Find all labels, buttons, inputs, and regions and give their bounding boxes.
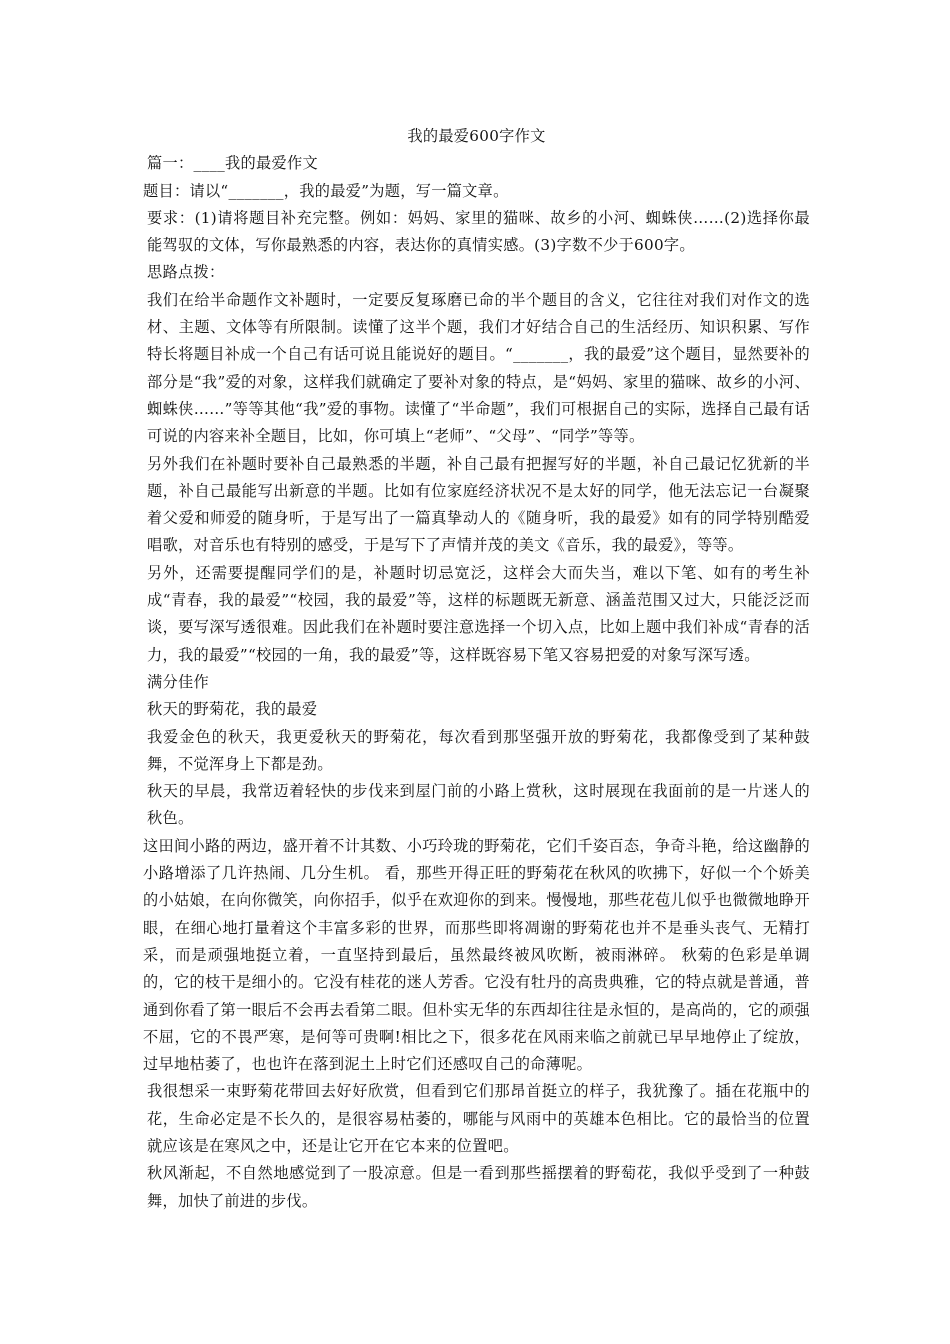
document-page	[143, 123, 810, 1215]
guidance-heading: 思路点拨：	[147, 263, 225, 282]
guidance-paragraph: 另外我们在补题时要补自己最熟悉的半题，补自己最有把握写好的半题，补自己最记忆犹新的半题，补自己最能写出新意的半题。比如有位家庭经济状况不是太好的同学，他无法忘记一台凝聚着父爱和师爱的随身听，于是写出了一篇真挚动人的《随身听，我的最爱》如有的同学特别酷爱唱歌，对音乐也有特别的感受，于是写下了声情并茂的美文《音乐，我的最爱》，等等。	[147, 454, 810, 555]
section-heading: 篇一：____我的最爱作文	[147, 154, 318, 173]
prompt-topic: 题目：请以“_______，我的最爱”为题，写一篇文章。	[143, 181, 509, 200]
guidance-paragraph: 另外，还需要提醒同学们的是，补题时切忌宽泛，这样会大而失当，难以下笔、如有的考生补成“青春，我的最爱”“校园，我的最爱”等，这样的标题既无新意、涵盖范围又过大，只能泛泛而谈，要写深写透很难。因此我们在补题时要注意选择一个切入点，比如上题中我们补成“青春的活力，我的最爱”“校园的一角，我的最爱”等，这样既容易下笔又容易把爱的对象写深写透。	[147, 563, 810, 664]
prompt-requirements: 要求：(1)请将题目补充完整。例如：妈妈、家里的猫咪、故乡的小河、蜘蛛侠……(2)选择你最能驾驭的文体，写你最熟悉的内容，表达你的真情实感。(3)字数不少于600字。	[147, 208, 810, 255]
essay-paragraph: 秋天的早晨，我常迈着轻快的步伐来到屋门前的小路上赏秋，这时展现在我面前的是一片迷人的秋色。	[147, 782, 810, 828]
essay-section-heading: 满分佳作	[147, 672, 209, 691]
essay-paragraph: 我爱金色的秋天，我更爱秋天的野菊花，每次看到那坚强开放的野菊花，我都像受到了某种鼓舞，不觉浑身上下都是劲。	[147, 727, 810, 773]
essay-title: 秋天的野菊花，我的最爱	[147, 700, 318, 719]
essay-paragraph: 秋风渐起，不自然地感觉到了一股凉意。但是一看到那些摇摆着的野萄花，我似乎受到了一种鼓舞，加快了前进的步伐。	[147, 1164, 810, 1210]
essay-paragraph: 我很想采一束野菊花带回去好好欣赏，但看到它们那昂首挺立的样子，我犹豫了。插在花瓶中的花，生命必定是不长久的，是很容易枯萎的，哪能与风雨中的英雄本色相比。它的最恰当的位置就应该是在寒风之中，还是让它开在它本来的位置吧。	[147, 1082, 810, 1155]
essay-paragraph: 这田间小路的两边，盛开着不计其数、小巧玲珑的野菊花，它们千姿百态，争奇斗艳，给这幽静的小路增添了几许热闹、几分生机。 看，那些开得正旺的野菊花在秋风的吹拂下，好似一个个娇美的小姑娘，在向你微笑，向你招手，似乎在欢迎你的到来。慢慢地，那些花苞儿似乎也微微地睁开眼，在细心地打量着这个丰富多彩的世界，而那些即将凋谢的野菊花也并不是垂头丧气、无精打采，而是顽强地挺立着，一直坚持到最后，虽然最终被风吹断，被雨淋碎。 秋菊的色彩是单调的，它的枝干是细小的。它没有桂花的迷人芳香。它没有牡丹的高贵典雅，它的特点就是普通，普通到你看了第一眼后不会再去看第二眼。但朴实无华的东西却往往是永恒的，是高尚的，它的顽强不屈，它的不畏严寒，是何等可贵啊!相比之下，很多花在风雨来临之前就已早早地停止了绽放，过早地枯萎了，也也许在落到泥土上时它们还感叹自己的命薄呢。	[143, 836, 810, 1074]
guidance-paragraph: 我们在给半命题作文补题时，一定要反复琢磨已命的半个题目的含义，它往往对我们对作文的选材、主题、文体等有所限制。读懂了这半个题，我们才好结合自己的生活经历、知识积累、写作特长将题目补成一个自己有话可说且能说好的题目。“_______，我的最爱”这个题目，显然要补的部分是“我”爱的对象，这样我们就确定了要补对象的特点，是“妈妈、家里的猫咪、故乡的小河、蜘蛛侠……”等等其他“我”爱的事物。读懂了“半命题”，我们可根据自己的实际，选择自己最有话可说的内容来补全题目，比如，你可填上“老师”、“父母”、“同学”等等。	[147, 290, 810, 446]
document-title: 我的最爱600字作文	[407, 127, 546, 145]
